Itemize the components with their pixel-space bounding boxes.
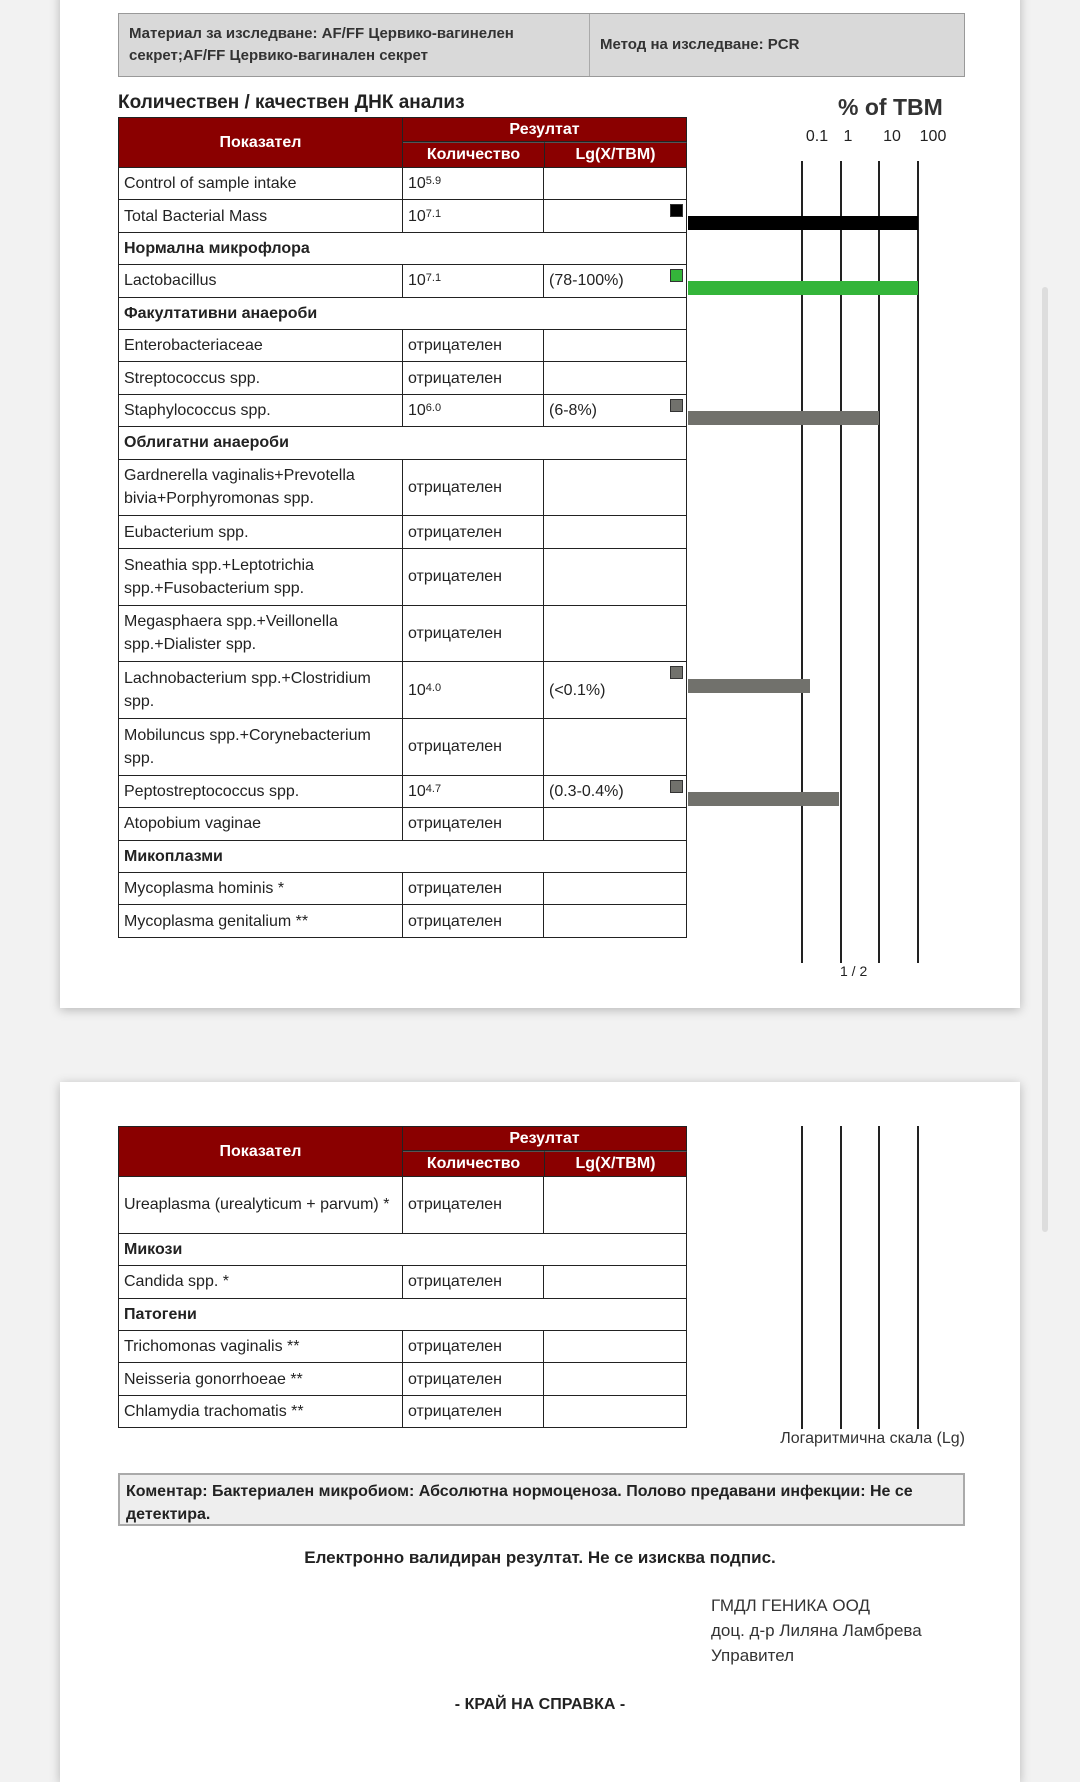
chart-title: % of TBM [838,94,943,120]
table-row [118,606,1018,663]
table-row [118,549,1018,606]
indicator-name: Lactobacillus [118,265,403,297]
chart-bar [688,679,810,693]
validation-note: Електронно валидиран резултат. Не се изисква подпис. [304,1548,776,1567]
table-row [118,362,1018,394]
end-of-report: - КРАЙ НА СПРАВКА - [454,1696,626,1713]
chart-bar [688,281,918,295]
table-row [118,395,1018,427]
chart-gridline [917,1126,919,1429]
table-row [118,460,1018,517]
indicator-name: Control of sample intake [118,168,403,200]
scrollbar[interactable] [1042,287,1048,1232]
indicator-name: Mycoplasma hominis * [118,873,403,905]
quantity-value: отрицателен [403,362,544,394]
indicator-name: Streptococcus spp. [118,362,403,394]
lg-value [544,662,687,719]
table-row [118,200,1018,232]
indicator-name: Chlamydia trachomatis ** [118,1396,403,1428]
log-scale-label: Логаритмична скала (Lg) [780,1430,965,1447]
chart-bar [688,411,879,425]
header-lg: Lg(X/TBM) [545,142,687,168]
lab-name: ГМДЛ ГЕНИКА ООД [711,1596,870,1615]
chart-gridline [801,1126,803,1429]
tick-label: 10 [883,128,901,145]
chart-gridline [840,1126,842,1429]
chart-gridline [878,1126,880,1429]
table-row [118,776,1018,808]
signer-role: Управител [711,1646,795,1665]
quantity-value: отрицателен [403,808,544,840]
tick-label: 100 [919,128,947,145]
lg-value [544,168,687,200]
lg-value [544,395,687,427]
legend-marker [670,780,683,793]
lg-value [544,808,687,840]
quantity-value: отрицателен [403,1177,544,1234]
comment-box: Коментар: Бактериален микробиом: Абсолютна нормоценоза. Полово предавани инфекции: Не се детектира. [118,1473,965,1526]
indicator-name: Eubacterium spp. [118,516,403,548]
quantity-value [403,395,544,427]
header-quantity: Количество [403,1151,545,1177]
sample-info [118,13,965,77]
table-row [118,662,1018,719]
results-table-2 [118,1126,1018,1428]
section-row [118,841,1018,873]
quantity-base: 10 [408,272,426,290]
lg-value [544,549,687,606]
quantity-exponent: 7.1 [425,207,442,220]
quantity-exponent: 7.1 [425,272,442,285]
quantity-exponent: 4.7 [425,783,442,796]
indicator-name: Mobiluncus spp.+Corynebacterium spp. [118,719,403,776]
quantity-value: отрицателен [403,1396,544,1428]
header-result-group [403,1126,687,1177]
quantity-value [403,265,544,297]
lg-value [544,1266,687,1298]
quantity-base: 10 [408,207,426,225]
header-subcolumns [403,1151,687,1177]
quantity-value [403,662,544,719]
lg-value [544,776,687,808]
tick-label: 1 [843,128,853,145]
lg-value [544,460,687,517]
indicator-name: Ureaplasma (urealyticum + parvum) * [118,1177,403,1234]
quantity-value: отрицателен [403,549,544,606]
quantity-value: отрицателен [403,1266,544,1298]
lg-value [544,873,687,905]
quantity-value: отрицателен [403,606,544,663]
indicator-name: Gardnerella vaginalis+Prevotella bivia+Porphyromonas spp. [118,460,403,517]
quantity-exponent: 5.9 [425,175,442,188]
table-header [118,1126,1018,1177]
material-label: Материал за изследване: AF/FF Цервико-вагинелен секрет;AF/FF Цервико-вагинален секрет [119,14,590,76]
indicator-name: Trichomonas vaginalis ** [118,1331,403,1363]
lg-value [544,1331,687,1363]
lg-value [544,265,687,297]
table-row [118,1266,1018,1298]
section-label: Факултативни анаероби [118,298,687,330]
legend-marker [670,204,683,217]
section-row [118,427,1018,459]
table-row [118,168,1018,200]
quantity-base: 10 [408,401,426,419]
indicator-name: Megasphaera spp.+Veillonella spp.+Dialister spp. [118,606,403,663]
section-row [118,298,1018,330]
indicator-name: Candida spp. * [118,1266,403,1298]
quantity-value [403,200,544,232]
table-header [118,117,1018,168]
indicator-name: Neisseria gonorrhoeae ** [118,1363,403,1395]
quantity-value: отрицателен [403,330,544,362]
header-result-group [403,117,687,168]
quantity-value: отрицателен [403,719,544,776]
table-row [118,1396,1018,1428]
page-number: 1 / 2 [840,963,868,979]
lg-value [544,1177,687,1234]
lg-range: (0.3-0.4%) [549,783,624,801]
section-label: Облигатни анаероби [118,427,687,459]
indicator-name: Peptostreptococcus spp. [118,776,403,808]
indicator-name: Sneathia spp.+Leptotrichia spp.+Fusobacterium spp. [118,549,403,606]
quantity-value: отрицателен [403,460,544,517]
legend-marker [670,666,683,679]
quantity-base: 10 [408,681,426,699]
quantity-base: 10 [408,783,426,801]
quantity-value [403,776,544,808]
quantity-value: отрицателен [403,516,544,548]
indicator-name: Atopobium vaginae [118,808,403,840]
section-label: Микоплазми [118,841,687,873]
lg-value [544,200,687,232]
indicator-name: Total Bacterial Mass [118,200,403,232]
quantity-value: отрицателен [403,1331,544,1363]
header-result: Резултат [403,117,687,142]
section-row [118,233,1018,265]
quantity-value: отрицателен [403,1363,544,1395]
quantity-value: отрицателен [403,873,544,905]
chart-bar [688,216,918,230]
table-row [118,265,1018,297]
chart-bar [688,792,839,806]
quantity-exponent: 6.0 [425,401,442,414]
lg-range: (78-100%) [549,272,624,290]
signer-name: доц. д-р Лиляна Ламбрева [711,1621,922,1640]
indicator-name: Staphylococcus spp. [118,395,403,427]
indicator-name: Enterobacteriaceae [118,330,403,362]
header-quantity: Количество [403,142,545,168]
lg-range: (<0.1%) [549,681,606,699]
table-row [118,330,1018,362]
header-result: Резултат [403,1126,687,1151]
header-indicator: Показател [118,1126,403,1177]
indicator-name: Lachnobacterium spp.+Clostridium spp. [118,662,403,719]
table-row [118,905,1018,937]
quantity-value: отрицателен [403,905,544,937]
section-label: Патогени [118,1299,687,1331]
lg-value [544,330,687,362]
legend-marker [670,269,683,282]
header-lg: Lg(X/TBM) [545,1151,687,1177]
tick-label: 0.1 [805,128,829,145]
lg-value [544,606,687,663]
lg-value [544,516,687,548]
section-row [118,1234,1018,1266]
table-row [118,719,1018,776]
lg-value [544,905,687,937]
table-row [118,516,1018,548]
indicator-name: Mycoplasma genitalium ** [118,905,403,937]
lg-value [544,1363,687,1395]
lg-value [544,719,687,776]
results-table-1 [118,117,1018,938]
table-row [118,808,1018,840]
section-title: Количествен / качествен ДНК анализ [118,92,465,113]
lg-value [544,362,687,394]
quantity-base: 10 [408,175,426,193]
section-label: Нормална микрофлора [118,233,687,265]
lg-range: (6-8%) [549,401,598,419]
header-indicator: Показател [118,117,403,168]
table-row [118,1331,1018,1363]
section-row [118,1299,1018,1331]
method-label: Метод на изследване: PCR [600,36,800,53]
table-row [118,873,1018,905]
table-row [118,1363,1018,1395]
quantity-exponent: 4.0 [425,681,442,694]
quantity-value [403,168,544,200]
table-row [118,1177,1018,1234]
lg-value [544,1396,687,1428]
legend-marker [670,399,683,412]
section-label: Микози [118,1234,687,1266]
header-subcolumns [403,142,687,168]
